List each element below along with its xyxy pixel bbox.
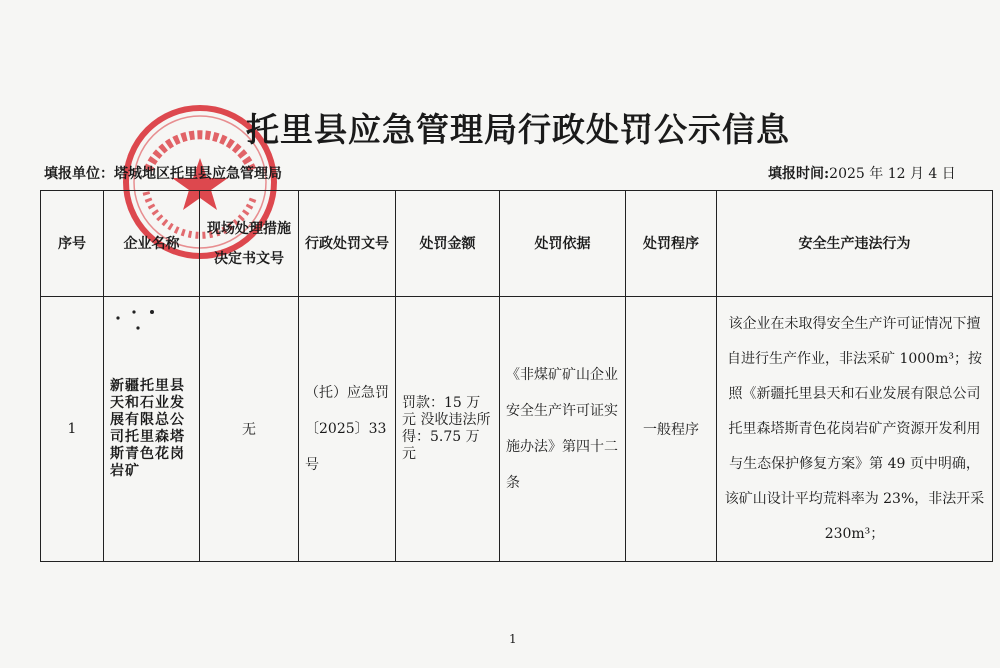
- header-on-site: 现场处理措施决定书文号: [200, 191, 299, 297]
- header-procedure: 处罚程序: [626, 191, 717, 297]
- cell-procedure: 一般程序: [626, 297, 717, 562]
- table-row: [41, 297, 993, 562]
- header-basis: 处罚依据: [500, 191, 626, 297]
- reporting-unit: [44, 163, 282, 183]
- table-header-row: [41, 191, 993, 297]
- cell-company: 新疆托里县天和石业发展有限总公司托里森塔斯青色花岗岩矿: [104, 297, 200, 562]
- cell-amount: 罚款：15 万元 没收违法所得：5.75 万元: [396, 297, 500, 562]
- cell-seq: 1: [41, 297, 104, 562]
- reporting-time-value: 2025 年 12 月 4 日: [829, 166, 956, 182]
- header-amount: 处罚金额: [396, 191, 500, 297]
- redaction-marks: [112, 308, 172, 332]
- header-company: 企业名称: [104, 191, 200, 297]
- cell-basis: 《非煤矿矿山企业安全生产许可证实施办法》第四十二条: [500, 297, 626, 562]
- cell-violation: 该企业在未取得安全生产许可证情况下擅自进行生产作业，非法采矿 1000m³；按照《新疆托里县天和石业发展有限总公司托里森塔斯青色花岗岩矿产资源开发利用与生态保护修复方案》第 49 页中明确，该矿山设计平均荒料率为 23%，非法开采 230m³；: [717, 297, 993, 562]
- page-number: 1: [509, 632, 517, 646]
- reporting-unit-value: 塔城地区托里县应急管理局: [114, 166, 282, 182]
- header-seq: 序号: [41, 191, 104, 297]
- reporting-unit-label: 填报单位：: [44, 166, 114, 182]
- reporting-time-label: 填报时间:: [768, 166, 830, 182]
- cell-penalty-doc: （托）应急罚〔2025〕33 号: [299, 297, 396, 562]
- document-title: 托里县应急管理局行政处罚公示信息: [246, 110, 790, 149]
- penalty-table: [40, 190, 993, 562]
- reporting-time: [768, 163, 956, 183]
- header-penalty-doc: 行政处罚文号: [299, 191, 396, 297]
- cell-on-site: 无: [200, 297, 299, 562]
- header-violation: 安全生产违法行为: [717, 191, 993, 297]
